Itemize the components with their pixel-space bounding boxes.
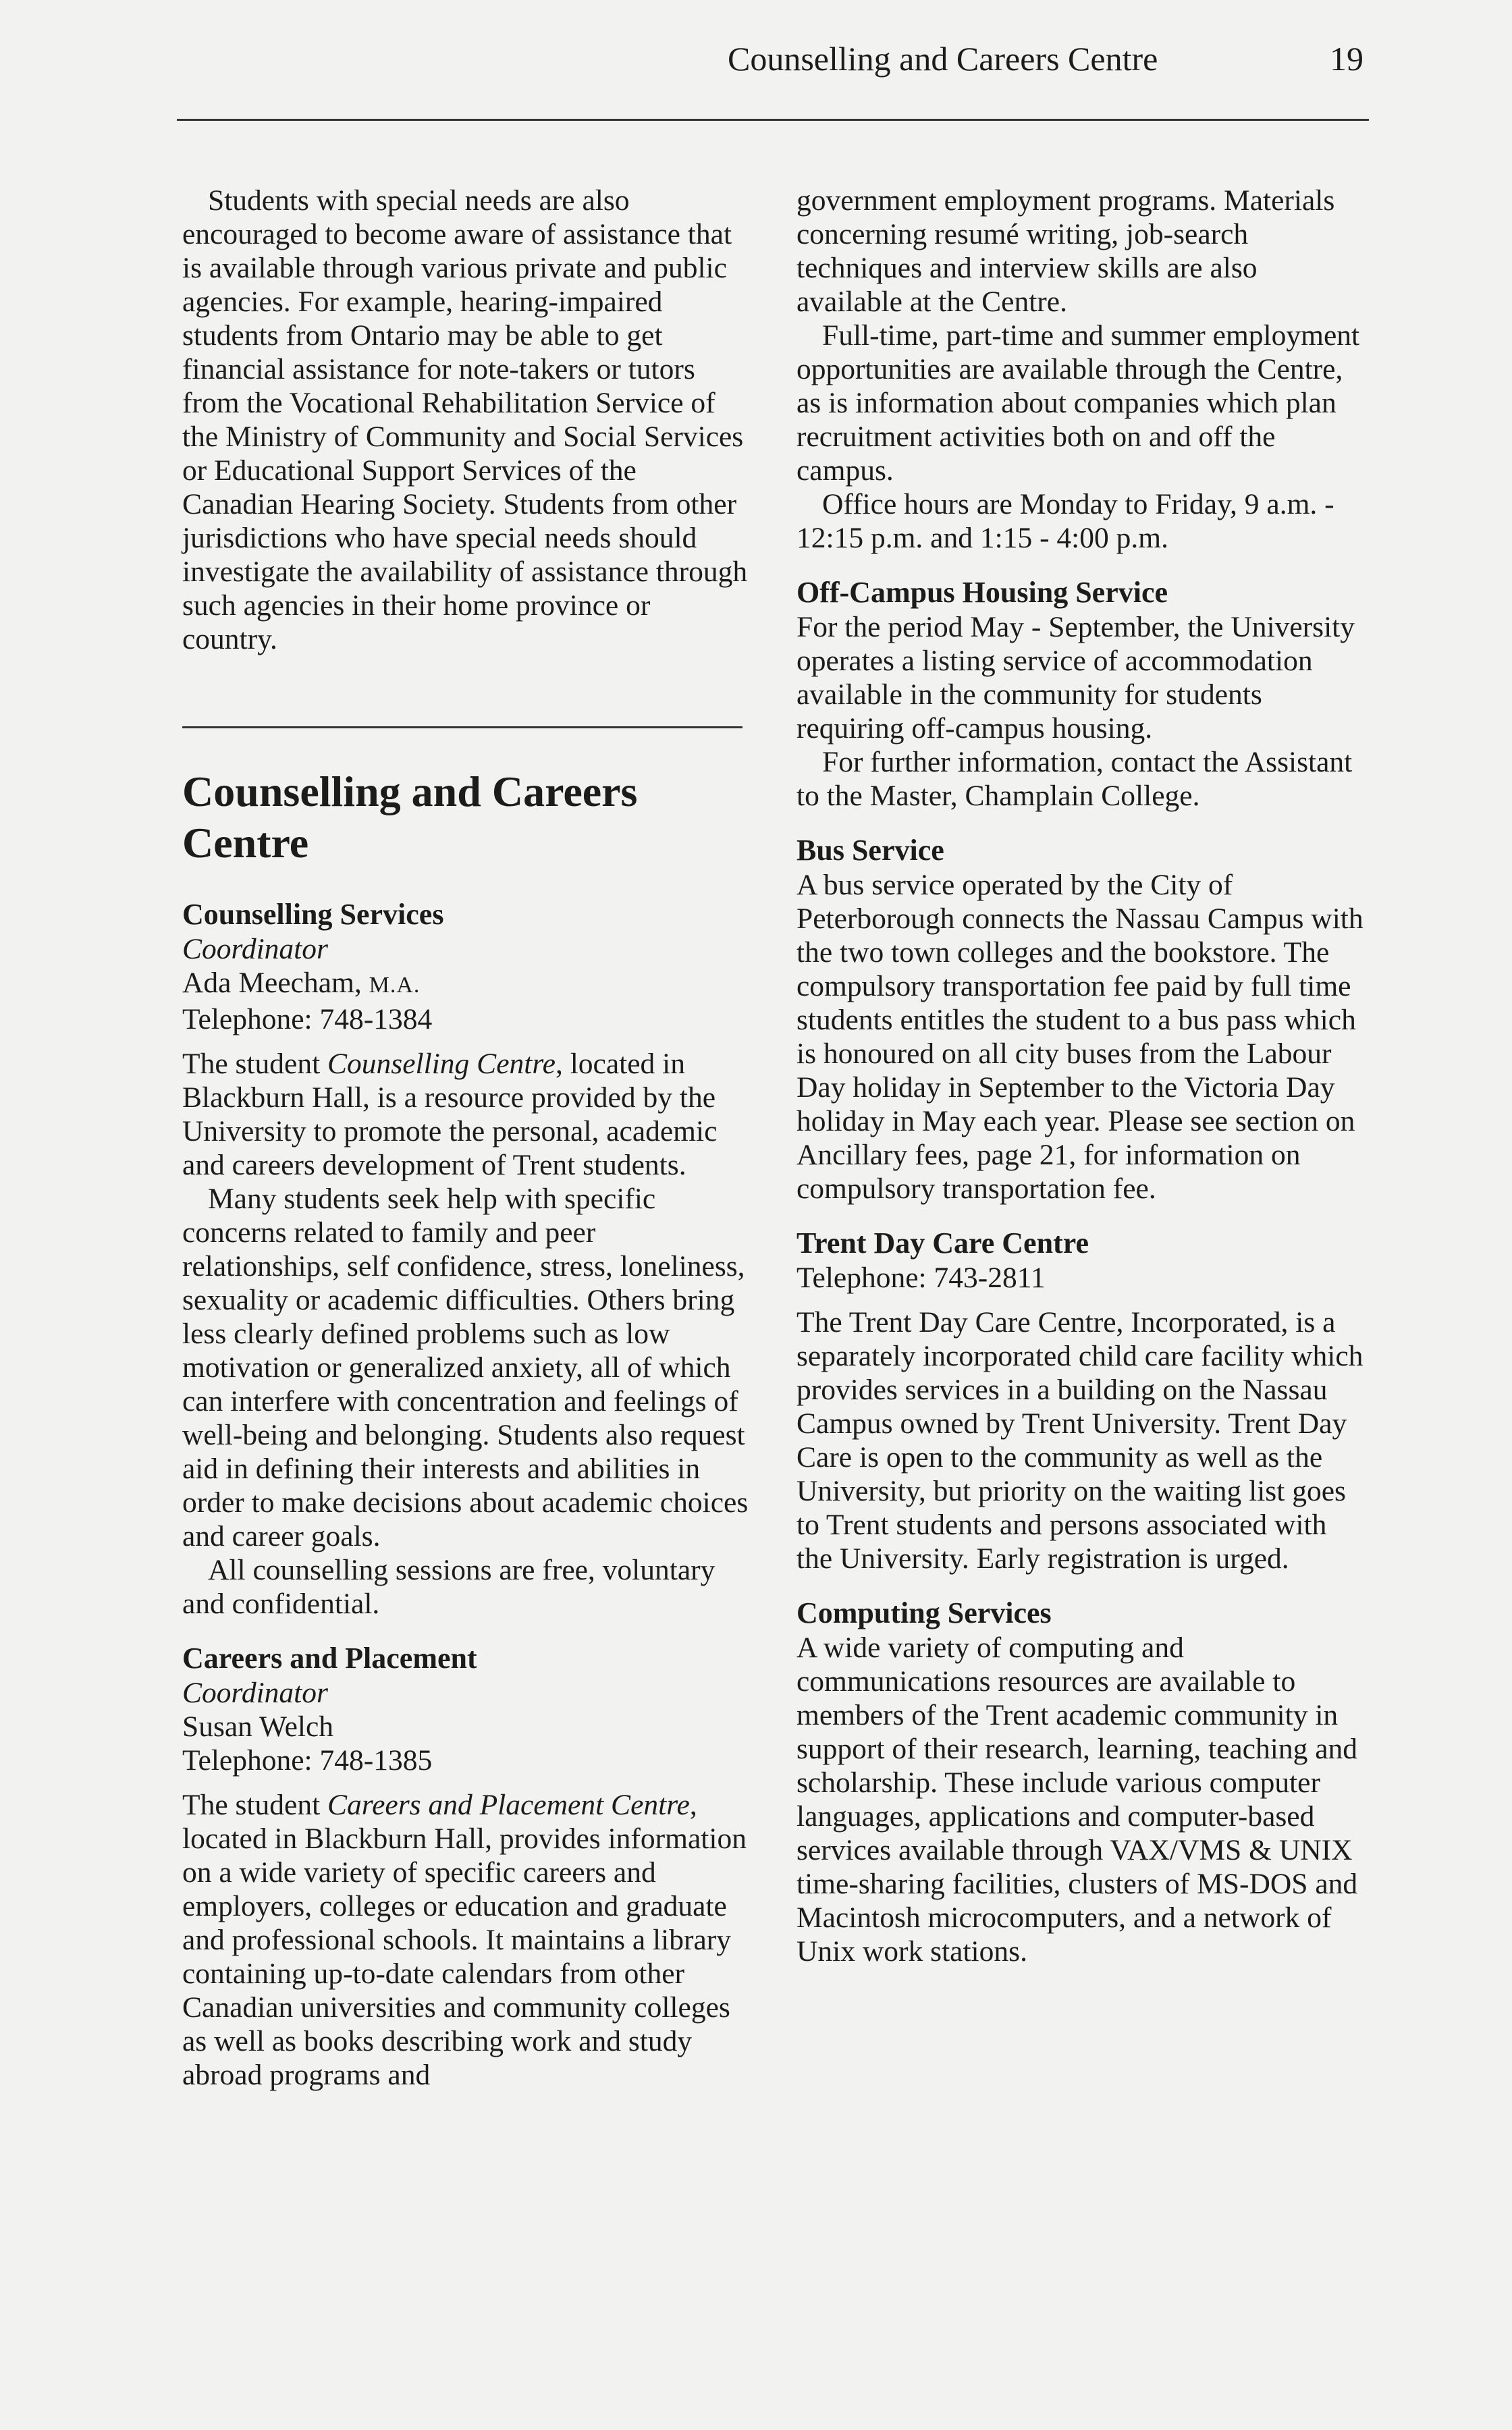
- counselling-paragraph-3: All counselling sessions are free, voluntary and confidential.: [182, 1554, 716, 1620]
- special-needs-paragraph: Students with special needs are also encouraged to become aware of assistance that is available through various private and public agencies. For example, hearing-impaired students from Ontario may be able to get financial assistance for note-takers or tutors from the Vocational Rehabilitation Service of the Ministry of Community and Social Services or Educational Support Services of the Canadian Hearing Society. Students from other jurisdictions who have special needs should investigate the availability of assistance through such agencies in their home province or country.: [182, 184, 748, 655]
- careers-placement-heading: Careers and Placement: [182, 1642, 477, 1675]
- right-column: [796, 184, 1364, 1968]
- section-divider: [182, 726, 742, 728]
- counselling-paragraph-1: The student Counselling Centre, located in Blackburn Hall, is a resource provided by the University to promote the personal, academic and careers development of Trent students.: [182, 1048, 718, 1181]
- housing-paragraph-1: For the period May - September, the University operates a listing service of accommodation available in the community for students requiring off-campus housing.: [796, 611, 1355, 745]
- bus-service-paragraph: A bus service operated by the City of Peterborough connects the Nassau Campus with the two town colleges and the bookstore. The compulsory transportation fee paid by full time students entitles the student to a bus pass which is honoured on all city buses from the Labour Day holiday in September to the Victoria Day holiday in May each year. Please see section on Ancillary fees, page 21, for information on compulsory transportation fee.: [796, 869, 1364, 1205]
- page-number: 19: [1330, 40, 1364, 78]
- section-title: [182, 766, 749, 869]
- computing-services-paragraph: A wide variety of computing and communications resources are available to members of the Trent academic community in support of their research, learning, teaching and scholarship. These include various computer languages, applications and computer-based services available through VAX/VMS & UNIX time-sharing facilities, clusters of MS-DOS and Macintosh microcomputers, and a network of Unix work stations.: [796, 1631, 1358, 1968]
- header-rule: [177, 119, 1369, 121]
- computing-services-heading: Computing Services: [796, 1596, 1052, 1629]
- left-column: [182, 184, 749, 2092]
- running-header-title: Counselling and Careers Centre: [728, 40, 1158, 78]
- bus-service-heading: Bus Service: [796, 834, 944, 867]
- running-header: [716, 35, 1364, 82]
- careers-continued-paragraph: government employment programs. Materials concerning resumé writing, job-search techniques and interview skills are also available at the Centre.: [796, 184, 1335, 318]
- section-title-line1: Counselling and Careers: [182, 767, 638, 815]
- counselling-coordinator-role: Coordinator: [182, 933, 328, 965]
- careers-paragraph-1: The student Careers and Placement Centre, located in Blackburn Hall, provides information on a wide variety of specific careers and employers, colleges or education and graduate and professional schools. It maintains a library containing up-to-date calendars from other Canadian universities and community colleges as well as books describing work and study abroad programs and: [182, 1789, 747, 2091]
- careers-coordinator-name: Susan Welch: [182, 1710, 334, 1743]
- day-care-paragraph: The Trent Day Care Centre, Incorporated, is a separately incorporated child care facility which provides services in a building on the Nassau Campus owned by Trent University. Trent Day Care is open to the community as well as the University, but priority on the waiting list goes to Trent students and persons associated with the University. Early registration is urged.: [796, 1306, 1364, 1575]
- housing-paragraph-2: For further information, contact the Assistant to the Master, Champlain College.: [796, 746, 1353, 812]
- housing-heading: Off-Campus Housing Service: [796, 576, 1168, 609]
- day-care-telephone: Telephone: 743-2811: [796, 1262, 1046, 1294]
- office-hours-paragraph: Office hours are Monday to Friday, 9 a.m. - 12:15 p.m. and 1:15 - 4:00 p.m.: [796, 488, 1334, 554]
- careers-telephone: Telephone: 748-1385: [182, 1744, 433, 1777]
- day-care-heading: Trent Day Care Centre: [796, 1226, 1089, 1260]
- careers-paragraph-2: Full-time, part-time and summer employment opportunities are available through the Centre, as is information about companies which plan recruitment activities both on and off the campus.: [796, 319, 1360, 487]
- counselling-services-heading: Counselling Services: [182, 898, 444, 931]
- counselling-telephone: Telephone: 748-1384: [182, 1003, 433, 1035]
- section-title-line2: Centre: [182, 819, 309, 867]
- counselling-coordinator-name: Ada Meecham, M.A.: [182, 967, 421, 999]
- counselling-paragraph-2: Many students seek help with specific concerns related to family and peer relationships, self confidence, stress, loneliness, sexuality or academic difficulties. Others bring less clearly defined problems such as low motivation or generalized anxiety, all of which can interfere with concentration and feelings of well-being and belonging. Students also request aid in defining their interests and abilities in order to make decisions about academic choices and career goals.: [182, 1183, 749, 1552]
- careers-coordinator-role: Coordinator: [182, 1677, 328, 1709]
